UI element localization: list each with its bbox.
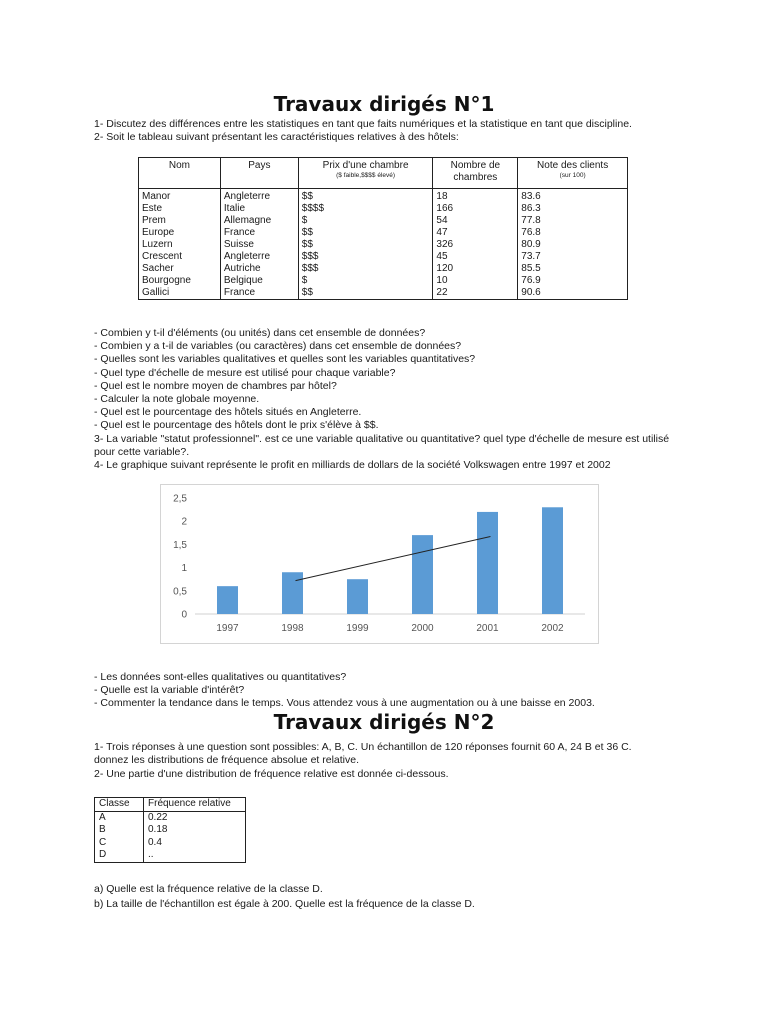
cell-nom: Este	[139, 203, 221, 215]
header-note: Note des clients (sur 100)	[518, 158, 628, 189]
table-row	[139, 275, 628, 287]
cell-pays: Angleterre	[220, 251, 298, 263]
x-tick-label: 2001	[476, 623, 499, 634]
bar	[412, 535, 433, 614]
x-tick-label: 2000	[411, 623, 434, 634]
cell-prix: $$	[298, 189, 433, 204]
cell-pays: Belgique	[220, 275, 298, 287]
cell-prix: $$$$	[298, 203, 433, 215]
question-item: - Quel type d'échelle de mesure est utilisé pour chaque variable?	[94, 366, 396, 379]
td1-question-list	[94, 327, 674, 472]
x-tick-label: 1999	[346, 623, 369, 634]
td2-title: Travaux dirigés N°2	[273, 710, 495, 734]
cell-pays: France	[220, 227, 298, 239]
cell-prix: $$	[298, 227, 433, 239]
table-row	[139, 251, 628, 263]
td2-question-2: 2- Une partie d'une distribution de fréquence relative est donnée ci-dessous.	[94, 768, 449, 780]
table-row	[95, 824, 246, 837]
cell-pays: Allemagne	[220, 215, 298, 227]
cell-prix: $$	[298, 287, 433, 300]
table-row	[139, 227, 628, 239]
table-row	[139, 239, 628, 251]
td2-question-1: 1- Trois réponses à une question sont possibles: A, B, C. Un échantillon de 120 réponses fournit 60 A, 24 B et 36 C. donnez les distributions de fréquence absolue et relative.	[94, 741, 632, 767]
td1-question-1: 1- Discutez des différences entre les statistiques en tant que faits numériques et la statistique en tant que discipline.	[94, 118, 632, 130]
table-row	[95, 837, 246, 850]
cell-classe: A	[95, 811, 144, 824]
td1-question-4: 4- Le graphique suivant représente le profit en milliards de dollars de la société Volkswagen entre 1997 et 2002	[94, 459, 611, 472]
td2-question-b: b) La taille de l'échantillon est égale à 200. Quelle est la fréquence de la classe D.	[94, 898, 475, 910]
table-row	[139, 215, 628, 227]
table-row	[139, 189, 628, 204]
cell-classe: C	[95, 837, 144, 850]
cell-freq: ..	[144, 849, 246, 862]
cell-nom: Bourgogne	[139, 275, 221, 287]
header-pays: Pays	[220, 158, 298, 189]
cell-nom: Sacher	[139, 263, 221, 275]
cell-nom: Crescent	[139, 251, 221, 263]
y-tick-label: 0	[181, 609, 187, 621]
x-tick-label: 2002	[541, 623, 564, 634]
question-item: - Quelle est la variable d'intérêt?	[94, 684, 245, 697]
cell-note: 73.7	[518, 251, 628, 263]
table-row	[139, 263, 628, 275]
cell-pays: Italie	[220, 203, 298, 215]
td1-title: Travaux dirigés N°1	[273, 92, 495, 116]
cell-nom: Gallici	[139, 287, 221, 300]
question-item: - Quel est le pourcentage des hôtels dont le prix s'élève à $$.	[94, 419, 379, 432]
cell-nombre: 54	[433, 215, 518, 227]
cell-pays: France	[220, 287, 298, 300]
profit-bar-chart	[160, 484, 599, 644]
cell-nombre: 22	[433, 287, 518, 300]
question-item: - Quel est le pourcentage des hôtels situés en Angleterre.	[94, 406, 362, 419]
bar	[282, 572, 303, 614]
cell-nombre: 10	[433, 275, 518, 287]
cell-prix: $$$	[298, 263, 433, 275]
x-tick-label: 1997	[216, 623, 239, 634]
td1-chart-questions	[94, 671, 595, 711]
y-tick-label: 2,5	[173, 493, 187, 505]
hotels-table-body	[139, 189, 628, 300]
cell-nom: Europe	[139, 227, 221, 239]
bar	[477, 512, 498, 614]
cell-pays: Autriche	[220, 263, 298, 275]
cell-freq: 0.4	[144, 837, 246, 850]
cell-prix: $	[298, 215, 433, 227]
hotels-table	[138, 157, 628, 300]
y-tick-label: 1	[181, 563, 187, 575]
question-item: - Quel est le nombre moyen de chambres par hôtel?	[94, 379, 337, 392]
y-tick-label: 0,5	[173, 586, 187, 598]
cell-pays: Angleterre	[220, 189, 298, 204]
trend-line	[296, 537, 491, 581]
table-row	[95, 811, 246, 824]
cell-nombre: 47	[433, 227, 518, 239]
header-nom: Nom	[139, 158, 221, 189]
hotels-table-header	[139, 158, 628, 189]
header-prix: Prix d'une chambre ($ faible,$$$$ élevé)	[298, 158, 433, 189]
y-tick-label: 1,5	[173, 539, 187, 551]
cell-prix: $	[298, 275, 433, 287]
cell-nombre: 120	[433, 263, 518, 275]
cell-freq: 0.18	[144, 824, 246, 837]
cell-note: 86.3	[518, 203, 628, 215]
chart-svg	[161, 485, 598, 643]
cell-nombre: 45	[433, 251, 518, 263]
cell-note: 80.9	[518, 239, 628, 251]
question-item: - Les données sont-elles qualitatives ou quantitatives?	[94, 671, 347, 683]
y-tick-label: 2	[181, 516, 187, 528]
bar	[542, 507, 563, 614]
x-tick-label: 1998	[281, 623, 304, 634]
cell-prix: $$$	[298, 251, 433, 263]
frequency-table	[94, 797, 246, 863]
cell-pays: Suisse	[220, 239, 298, 251]
header-prix-note: ($ faible,$$$$ élevé)	[336, 172, 396, 179]
question-item: - Calculer la note globale moyenne.	[94, 393, 260, 406]
cell-freq: 0.22	[144, 811, 246, 824]
table-row	[139, 287, 628, 300]
cell-classe: B	[95, 824, 144, 837]
header-frequence: Fréquence relative	[144, 798, 246, 812]
header-note-unit: (sur 100)	[559, 172, 586, 179]
cell-note: 77.8	[518, 215, 628, 227]
header-classe: Classe	[95, 798, 144, 812]
cell-nombre: 166	[433, 203, 518, 215]
cell-classe: D	[95, 849, 144, 862]
td1-question-2: 2- Soit le tableau suivant présentant les caractéristiques relatives à des hôtels:	[94, 131, 459, 143]
cell-nom: Luzern	[139, 239, 221, 251]
cell-note: 90.6	[518, 287, 628, 300]
question-item: - Combien y a t-il de variables (ou caractères) dans cet ensemble de données?	[94, 340, 462, 353]
td1-question-3: 3- La variable "statut professionnel". est ce une variable qualitative ou quantitative? quel type d'échelle de mesure est utilisé pour cette variable?.	[94, 432, 670, 458]
table-row	[139, 203, 628, 215]
table-row	[95, 849, 246, 862]
frequency-table-header	[95, 798, 246, 812]
cell-note: 76.8	[518, 227, 628, 239]
cell-prix: $$	[298, 239, 433, 251]
cell-note: 83.6	[518, 189, 628, 204]
bar	[347, 579, 368, 614]
cell-nombre: 18	[433, 189, 518, 204]
frequency-table-body	[95, 811, 246, 862]
cell-note: 85.5	[518, 263, 628, 275]
cell-nom: Manor	[139, 189, 221, 204]
td2-question-a: a) Quelle est la fréquence relative de la classe D.	[94, 883, 323, 895]
cell-nombre: 326	[433, 239, 518, 251]
cell-nom: Prem	[139, 215, 221, 227]
question-item: - Commenter la tendance dans le temps. Vous attendez vous à une augmentation ou à une baisse en 2003.	[94, 697, 595, 710]
question-item: - Combien y t-il d'éléments (ou unités) dans cet ensemble de données?	[94, 327, 426, 339]
header-nombre: Nombre de chambres	[433, 158, 518, 189]
cell-note: 76.9	[518, 275, 628, 287]
question-item: - Quelles sont les variables qualitatives et quelles sont les variables quantitatives?	[94, 353, 476, 366]
bar	[217, 586, 238, 614]
